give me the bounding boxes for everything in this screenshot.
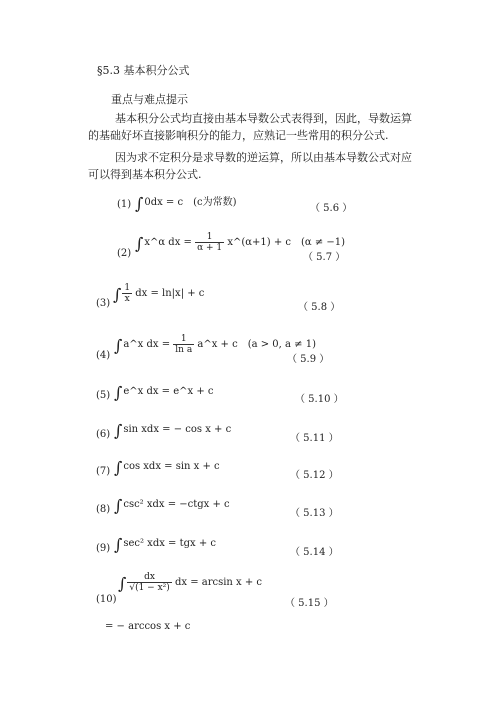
formula-number: （ 5.15 ） <box>285 598 334 609</box>
integral-sign: ∫ <box>114 535 123 554</box>
fraction <box>173 334 194 355</box>
formula-label: (7) <box>96 466 111 477</box>
formula-expression <box>114 334 316 355</box>
fraction-numerator: 1 <box>124 283 131 293</box>
formula-body: csc² xdx = −ctgx + c <box>123 499 230 510</box>
formula-label: (10) <box>96 594 117 605</box>
subsection-title: 重点与难点提示 <box>111 93 188 106</box>
integral-sign: ∫ <box>113 285 122 304</box>
formula-expression <box>114 496 230 515</box>
formula-expression <box>114 458 220 477</box>
integral-sign: ∫ <box>114 383 123 402</box>
formula-number: （ 5.7 ） <box>303 252 346 263</box>
formula-number: （ 5.9 ） <box>287 354 330 365</box>
formula-label: (2) <box>117 248 132 259</box>
fraction-denominator: √(1 − x²) <box>129 583 170 593</box>
formula-number: （ 5.6 ） <box>310 203 353 214</box>
formula-label: (8) <box>96 504 111 515</box>
formula-body: cos xdx = sin x + c <box>123 461 220 472</box>
fraction-denominator: x <box>124 294 130 304</box>
formula-rhs: dx = arcsin x + c <box>174 577 263 588</box>
fraction-numerator: 1 <box>173 334 194 345</box>
formula-rhs: a^x + c (a > 0, a ≠ 1) <box>197 339 316 350</box>
formula-number: （ 5.13 ） <box>290 508 339 519</box>
formula-number: （ 5.11 ） <box>290 433 339 444</box>
formula-expression <box>113 283 204 304</box>
fraction-denominator: ln a <box>175 345 193 355</box>
formula-body: sec² xdx = tgx + c <box>123 538 216 549</box>
formula-label: (4) <box>96 350 111 361</box>
integral-sign: ∫ <box>114 421 123 440</box>
fraction <box>122 283 132 304</box>
formula-body: sin xdx = − cos x + c <box>123 424 232 435</box>
fraction <box>195 232 224 253</box>
intro-paragraph: 基本积分公式均直接由基本导数公式表得到，因此，导数运算的基础好坏直接影响积分的能力，应熟记一些常用的积分公式. <box>88 112 412 142</box>
formula-number: （ 5.12 ） <box>290 470 339 481</box>
integral-sign: ∫ <box>114 496 123 515</box>
formula-label: (5) <box>96 390 111 401</box>
formula-number: （ 5.14 ） <box>290 547 339 558</box>
formula-expression <box>114 421 231 440</box>
formula-expression <box>118 572 262 593</box>
formula-expression <box>135 193 237 213</box>
fraction-denominator: α + 1 <box>197 243 223 253</box>
fraction <box>127 572 171 593</box>
formula-lhs: x^α dx = <box>144 237 192 248</box>
section-title: §5.3 基本积分公式 <box>97 64 190 77</box>
formula-body: 0dx = c (c为常数) <box>144 197 237 208</box>
integral-sign: ∫ <box>135 234 144 253</box>
formula-label: (9) <box>96 543 111 554</box>
formula-continuation: = − arccos x + c <box>105 621 191 632</box>
integral-sign: ∫ <box>118 574 127 593</box>
formula-label: (1) <box>117 199 132 210</box>
formula-expression <box>114 535 216 554</box>
formula-number: （ 5.8 ） <box>298 302 341 313</box>
formula-label: (3) <box>96 298 111 309</box>
fraction-numerator: dx <box>127 572 171 583</box>
integral-sign: ∫ <box>135 194 144 213</box>
formula-rhs: x^(α+1) + c (α ≠ −1) <box>227 237 346 248</box>
formula-label: (6) <box>96 429 111 440</box>
formula-rhs: dx = ln|x| + c <box>135 288 205 299</box>
formula-body: e^x dx = e^x + c <box>123 386 214 397</box>
formula-number: （ 5.10 ） <box>295 394 344 405</box>
explanation-paragraph: 因为求不定积分是求导数的逆运算，所以由基本导数公式对应可以得到基本积分公式. <box>88 151 412 181</box>
formula-lhs: a^x dx = <box>123 339 171 350</box>
fraction-numerator: 1 <box>195 232 224 243</box>
integral-sign: ∫ <box>114 336 123 355</box>
integral-sign: ∫ <box>114 458 123 477</box>
formula-expression <box>114 383 214 402</box>
